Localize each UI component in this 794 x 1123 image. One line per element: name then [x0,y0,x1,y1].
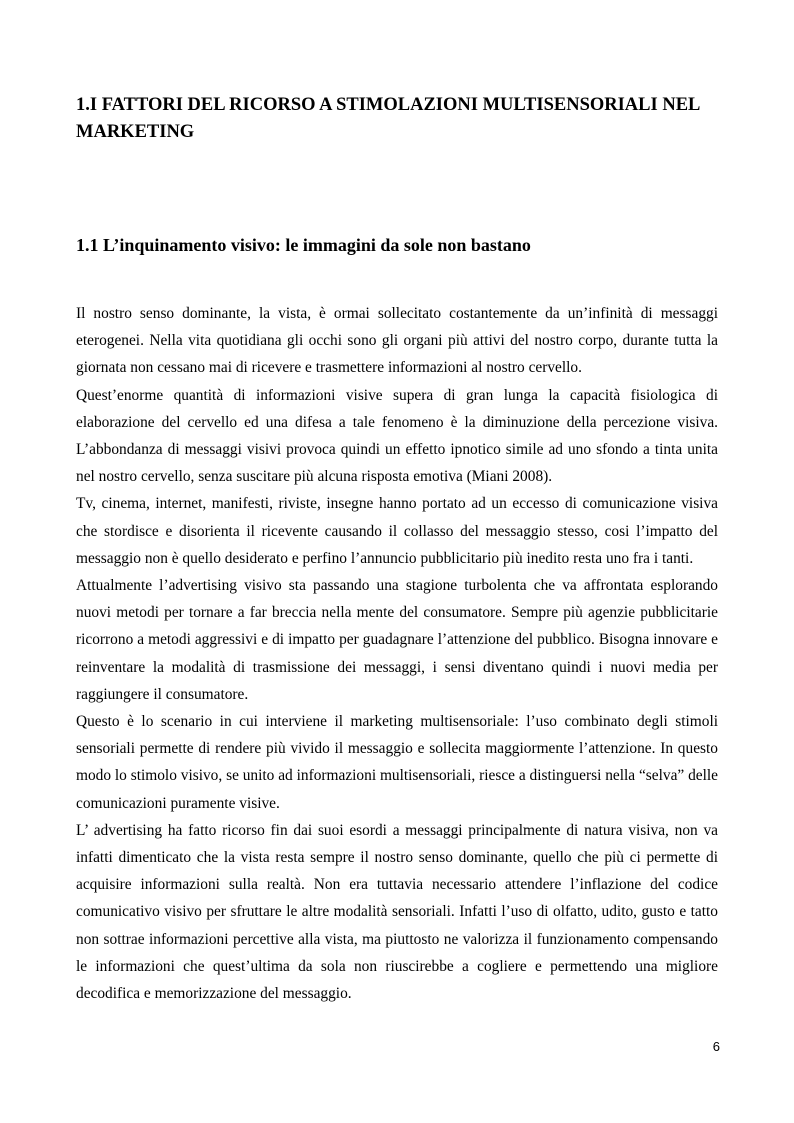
paragraph-2: Quest’enorme quantità di informazioni visive supera di gran lunga la capacità fisiologica di elaborazione del cervello ed una difesa a tale fenomeno è la diminuzione della percezione visiva. L’abbondanza di messaggi visivi provoca quindi un effetto ipnotico simile ad uno sfondo a tinta unita nel nostro cervello, senza suscitare più alcuna risposta emotiva (Miani 2008). [76,386,718,486]
paragraph-3: Tv, cinema, internet, manifesti, riviste, insegne hanno portato ad un eccesso di comunicazione visiva che stordisce e disorienta il ricevente causando il collasso del messaggio stesso, cosi l’impatto del messaggio non è quello desiderato e perfino l’annuncio pubblicitario più inedito resta uno fra i tanti. [76,495,718,567]
body-text [76,300,718,1007]
paragraph-4: Attualmente l’advertising visivo sta passando una stagione turbolenta che va affrontata esplorando nuovi metodi per tornare a far breccia nella mente del consumatore. Sempre più agenzie pubblicitarie ricorrono a metodi aggressivi e di impatto per guadagnare l’attenzione del pubblico. Bisogna innovare e reinventare la modalità di trasmissione dei messaggi, i sensi diventano quindi i nuovi media per raggiungere il consumatore. [76,577,718,703]
page-number: 6 [712,1039,720,1054]
section-title: 1.1 L’inquinamento visivo: le immagini da sole non bastano [76,235,531,255]
paragraph-6: L’ advertising ha fatto ricorso fin dai suoi esordi a messaggi principalmente di natura visiva, non va infatti dimenticato che la vista resta sempre il nostro senso dominante, quello che più ci permette di acquisire informazioni sulla realtà. Non era tuttavia necessario attendere l’inflazione del codice comunicativo visivo per sfruttare le altre modalità sensoriali. Infatti l’uso di olfatto, udito, gusto e tatto non sottrae informazioni percettive alla vista, ma piuttosto ne valorizza il funzionamento compensando le informazioni che quest’ultima da sola non riuscirebbe a cogliere e permettendo una migliore decodifica e memorizzazione del messaggio. [76,821,718,1003]
paragraph-1: Il nostro senso dominante, la vista, è ormai sollecitato costantemente da un’infinità di messaggi eterogenei. Nella vita quotidiana gli occhi sono gli organi più attivi del nostro corpo, durante tutta la giornata non cessano mai di ricevere e trasmettere informazioni al nostro cervello. [76,305,718,377]
paragraph-5: Questo è lo scenario in cui interviene il marketing multisensoriale: l’uso combinato degli stimoli sensoriali permette di rendere più vivido il messaggio e sollecita maggiormente l’attenzione. In questo modo lo stimolo visivo, se unito ad informazioni multisensoriali, riesce a distinguersi nella “selva” delle comunicazioni puramente visive. [76,713,718,812]
chapter-title: 1.I FATTORI DEL RICORSO A STIMOLAZIONI MULTISENSORIALI NEL MARKETING [76,95,700,142]
